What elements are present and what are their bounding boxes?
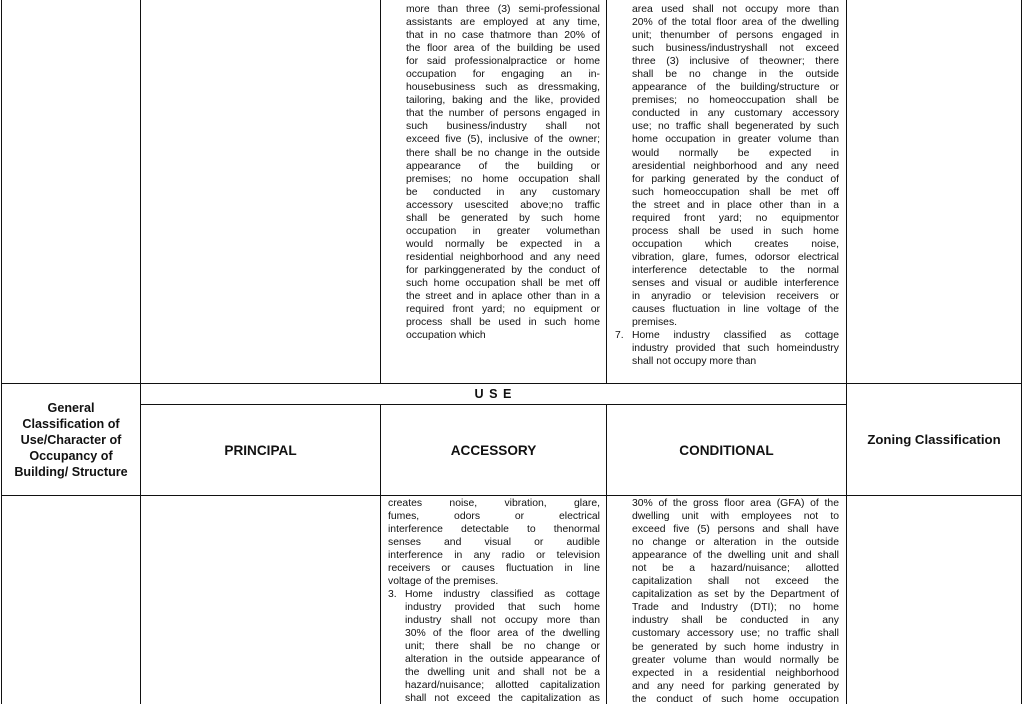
text-line: shall be generated by such home — [406, 212, 600, 224]
accessory-label: ACCESSORY — [450, 442, 537, 458]
text-line: vibration, glare, fumes, odorsor electrical — [632, 251, 839, 263]
item-text — [632, 329, 839, 368]
text-line: creates noise, vibration, glare, — [388, 498, 600, 509]
text-line: voltage of the premises. — [388, 576, 499, 588]
text-line: premises. — [632, 317, 678, 329]
text-line: occupation which creates noise, — [632, 238, 839, 250]
text-line: unit; thenumber of persons engaged in — [632, 30, 839, 42]
text-line: home occupation in greater volume than — [632, 134, 839, 146]
text-line: such business/industry shall not — [406, 121, 600, 133]
text-line: premises; no home occupation shall — [406, 173, 600, 185]
text-line: appearance of the building or — [406, 160, 600, 172]
text-line: housebusiness such as dressmaking, — [406, 82, 600, 94]
top-accessory-text — [406, 3, 600, 342]
text-line: for parking generated by the conduct of — [632, 173, 839, 185]
text-line: Home industry classified as cottage — [632, 330, 839, 341]
text-line: occupation for engaging an in- — [406, 69, 600, 81]
text-line: unit; there shall be no change or — [405, 641, 600, 653]
text-line: such business/industryshall not exceed — [632, 43, 839, 55]
text-line: not be a hazard/nuisance; allotted — [632, 563, 839, 575]
bottom-accessory-item-3 — [388, 588, 600, 705]
text-line: accessory usescited above;no traffic — [406, 199, 600, 211]
text-line: appearance of the building/structure or — [632, 82, 839, 94]
text-line: in anyradio or television receivers or — [632, 291, 839, 303]
text-line: greater volume than would normally be — [632, 654, 839, 666]
table-border-col2 — [380, 0, 381, 383]
text-line: appearance of the dwelling unit and shall — [632, 550, 839, 562]
use-label: U S E — [474, 387, 513, 401]
text-line: causes fluctuation in line voltage of the — [632, 304, 839, 316]
text-line: use; no traffic shall begenerated by such — [632, 121, 839, 133]
text-line: conducted in any customary accessory — [632, 108, 839, 120]
accessory-header — [381, 405, 606, 495]
table-border-row2 — [1, 495, 1022, 496]
text-line: occupation in greater volumethan — [406, 225, 600, 237]
text-line: the floor area of the building be used — [406, 43, 600, 55]
text-line: industry shall be conducted in any — [632, 615, 839, 627]
zoning-label: Zoning Classification — [867, 432, 1001, 447]
text-line: industry provided that such homeindustry — [632, 343, 839, 355]
text-line: alteration in the outside appearance of — [405, 654, 600, 666]
text-line: occupation which — [406, 330, 486, 342]
text-line: the street and in aplace other than in a — [406, 291, 600, 303]
text-line: the dwelling unit and shall not be a — [405, 667, 600, 679]
text-line: more than three (3) semi-professional — [406, 4, 600, 15]
text-line: customary accessory use; no traffic shall — [632, 628, 839, 640]
zoning-classification-header — [847, 384, 1021, 495]
text-line: interference in any radio or television — [388, 550, 600, 562]
text-line: assistants are employed at any time, — [406, 17, 600, 29]
text-line: the street and in place other than in a — [632, 199, 839, 211]
text-line: receivers or causes fluctuation in line — [388, 563, 600, 575]
text-line: senses and visual or audible — [388, 537, 600, 549]
text-line: shall be no change in the outside — [632, 69, 839, 81]
text-line: Home industry classified as cottage — [405, 589, 600, 600]
text-line: residential neighborhood and any need — [406, 251, 600, 263]
principal-header — [141, 405, 380, 495]
text-line: fumes, odors or electrical — [388, 511, 600, 523]
text-line: for said professionalpractice or home — [406, 56, 600, 68]
text-line: there shall be no change in the outside — [406, 147, 600, 159]
text-line: three (3) inclusive of theowner; there — [632, 56, 839, 68]
text-line: that in no case thatmore than 20% of — [406, 30, 600, 42]
text-line: be conducted in any customary — [406, 186, 600, 198]
text-line: 30% of the gross floor area (GFA) of the — [632, 498, 839, 509]
item-number: 7. — [615, 330, 624, 341]
text-line: capitalization as set by the Department of — [632, 589, 839, 601]
text-line: no change or alteration in the outside — [632, 537, 839, 549]
general-classification-label: General Classification of Use/Character of Occupancy of Building/ Structure — [14, 400, 128, 479]
text-line: shall not occupy more than — [632, 356, 757, 368]
text-line: senses and visual or audible interference — [632, 277, 839, 289]
table-border-col1 — [140, 0, 141, 704]
conditional-header — [607, 405, 846, 495]
text-line: such homeoccupation shall be met off — [632, 186, 839, 198]
table-border-col4 — [846, 0, 847, 704]
text-line: be generated by such home industry in — [632, 641, 839, 653]
text-line: aresidential neighborhood and any need — [632, 160, 839, 172]
text-line: industry shall not occupy more than — [405, 615, 600, 627]
general-classification-header — [12, 384, 130, 495]
text-line: hazard/nuisance; allotted capitalization — [405, 680, 600, 692]
text-line: expected in a residential neighborhood — [632, 667, 839, 679]
text-line: such home occupation shall be met off — [406, 277, 600, 289]
top-conditional-item-7 — [615, 329, 839, 368]
text-line: dwelling unit with employees not to — [632, 511, 839, 523]
text-line: would normally be expected in — [632, 147, 839, 159]
table-border-left — [1, 0, 2, 704]
text-line: 20% of the total floor area of the dwelling — [632, 17, 839, 29]
conditional-label: CONDITIONAL — [679, 442, 774, 458]
text-line: premises; no homeoccupation shall be — [632, 95, 839, 107]
text-line: the conduct of such home occupation — [632, 693, 839, 705]
bottom-conditional-text — [632, 497, 839, 706]
item-number: 3. — [388, 589, 397, 600]
principal-label: PRINCIPAL — [224, 442, 297, 458]
text-line: that the number of persons engaged in — [406, 108, 600, 120]
text-line: exceed five (5), inclusive of the owner; — [406, 134, 600, 146]
text-line: 30% of the floor area of the dwelling — [405, 628, 600, 640]
text-line: area used shall not occupy more than — [632, 4, 839, 15]
text-line: interference detectable to the normal — [632, 264, 839, 276]
text-line: required front yard; no equipmentor — [632, 212, 839, 224]
text-line: and any need for parking generated by — [632, 680, 839, 692]
text-line: for parkinggenerated by the conduct of — [406, 264, 600, 276]
text-line: required front yard; no equipment or — [406, 304, 600, 316]
text-line: Trade and Industry (DTI); no home — [632, 602, 839, 614]
text-line: exceed five (5) persons and shall have — [632, 524, 839, 536]
text-line: process shall be used in such home — [632, 225, 839, 237]
table-border-right — [1021, 0, 1022, 704]
table-border-col3 — [606, 0, 607, 383]
bottom-accessory-text — [388, 497, 600, 588]
text-line: capitalization shall not exceed the — [632, 576, 839, 588]
text-line: shall not exceed the capitalization as — [405, 693, 600, 705]
text-line: would normally be expected in a — [406, 238, 600, 250]
item-text — [405, 588, 600, 705]
text-line: interference detectable to thenormal — [388, 524, 600, 536]
text-line: tailoring, baking and the like, provided — [406, 95, 600, 107]
text-line: process shall be used in such home — [406, 317, 600, 329]
top-conditional-text — [632, 3, 839, 329]
use-header — [141, 384, 846, 404]
text-line: industry provided that such home — [405, 602, 600, 614]
